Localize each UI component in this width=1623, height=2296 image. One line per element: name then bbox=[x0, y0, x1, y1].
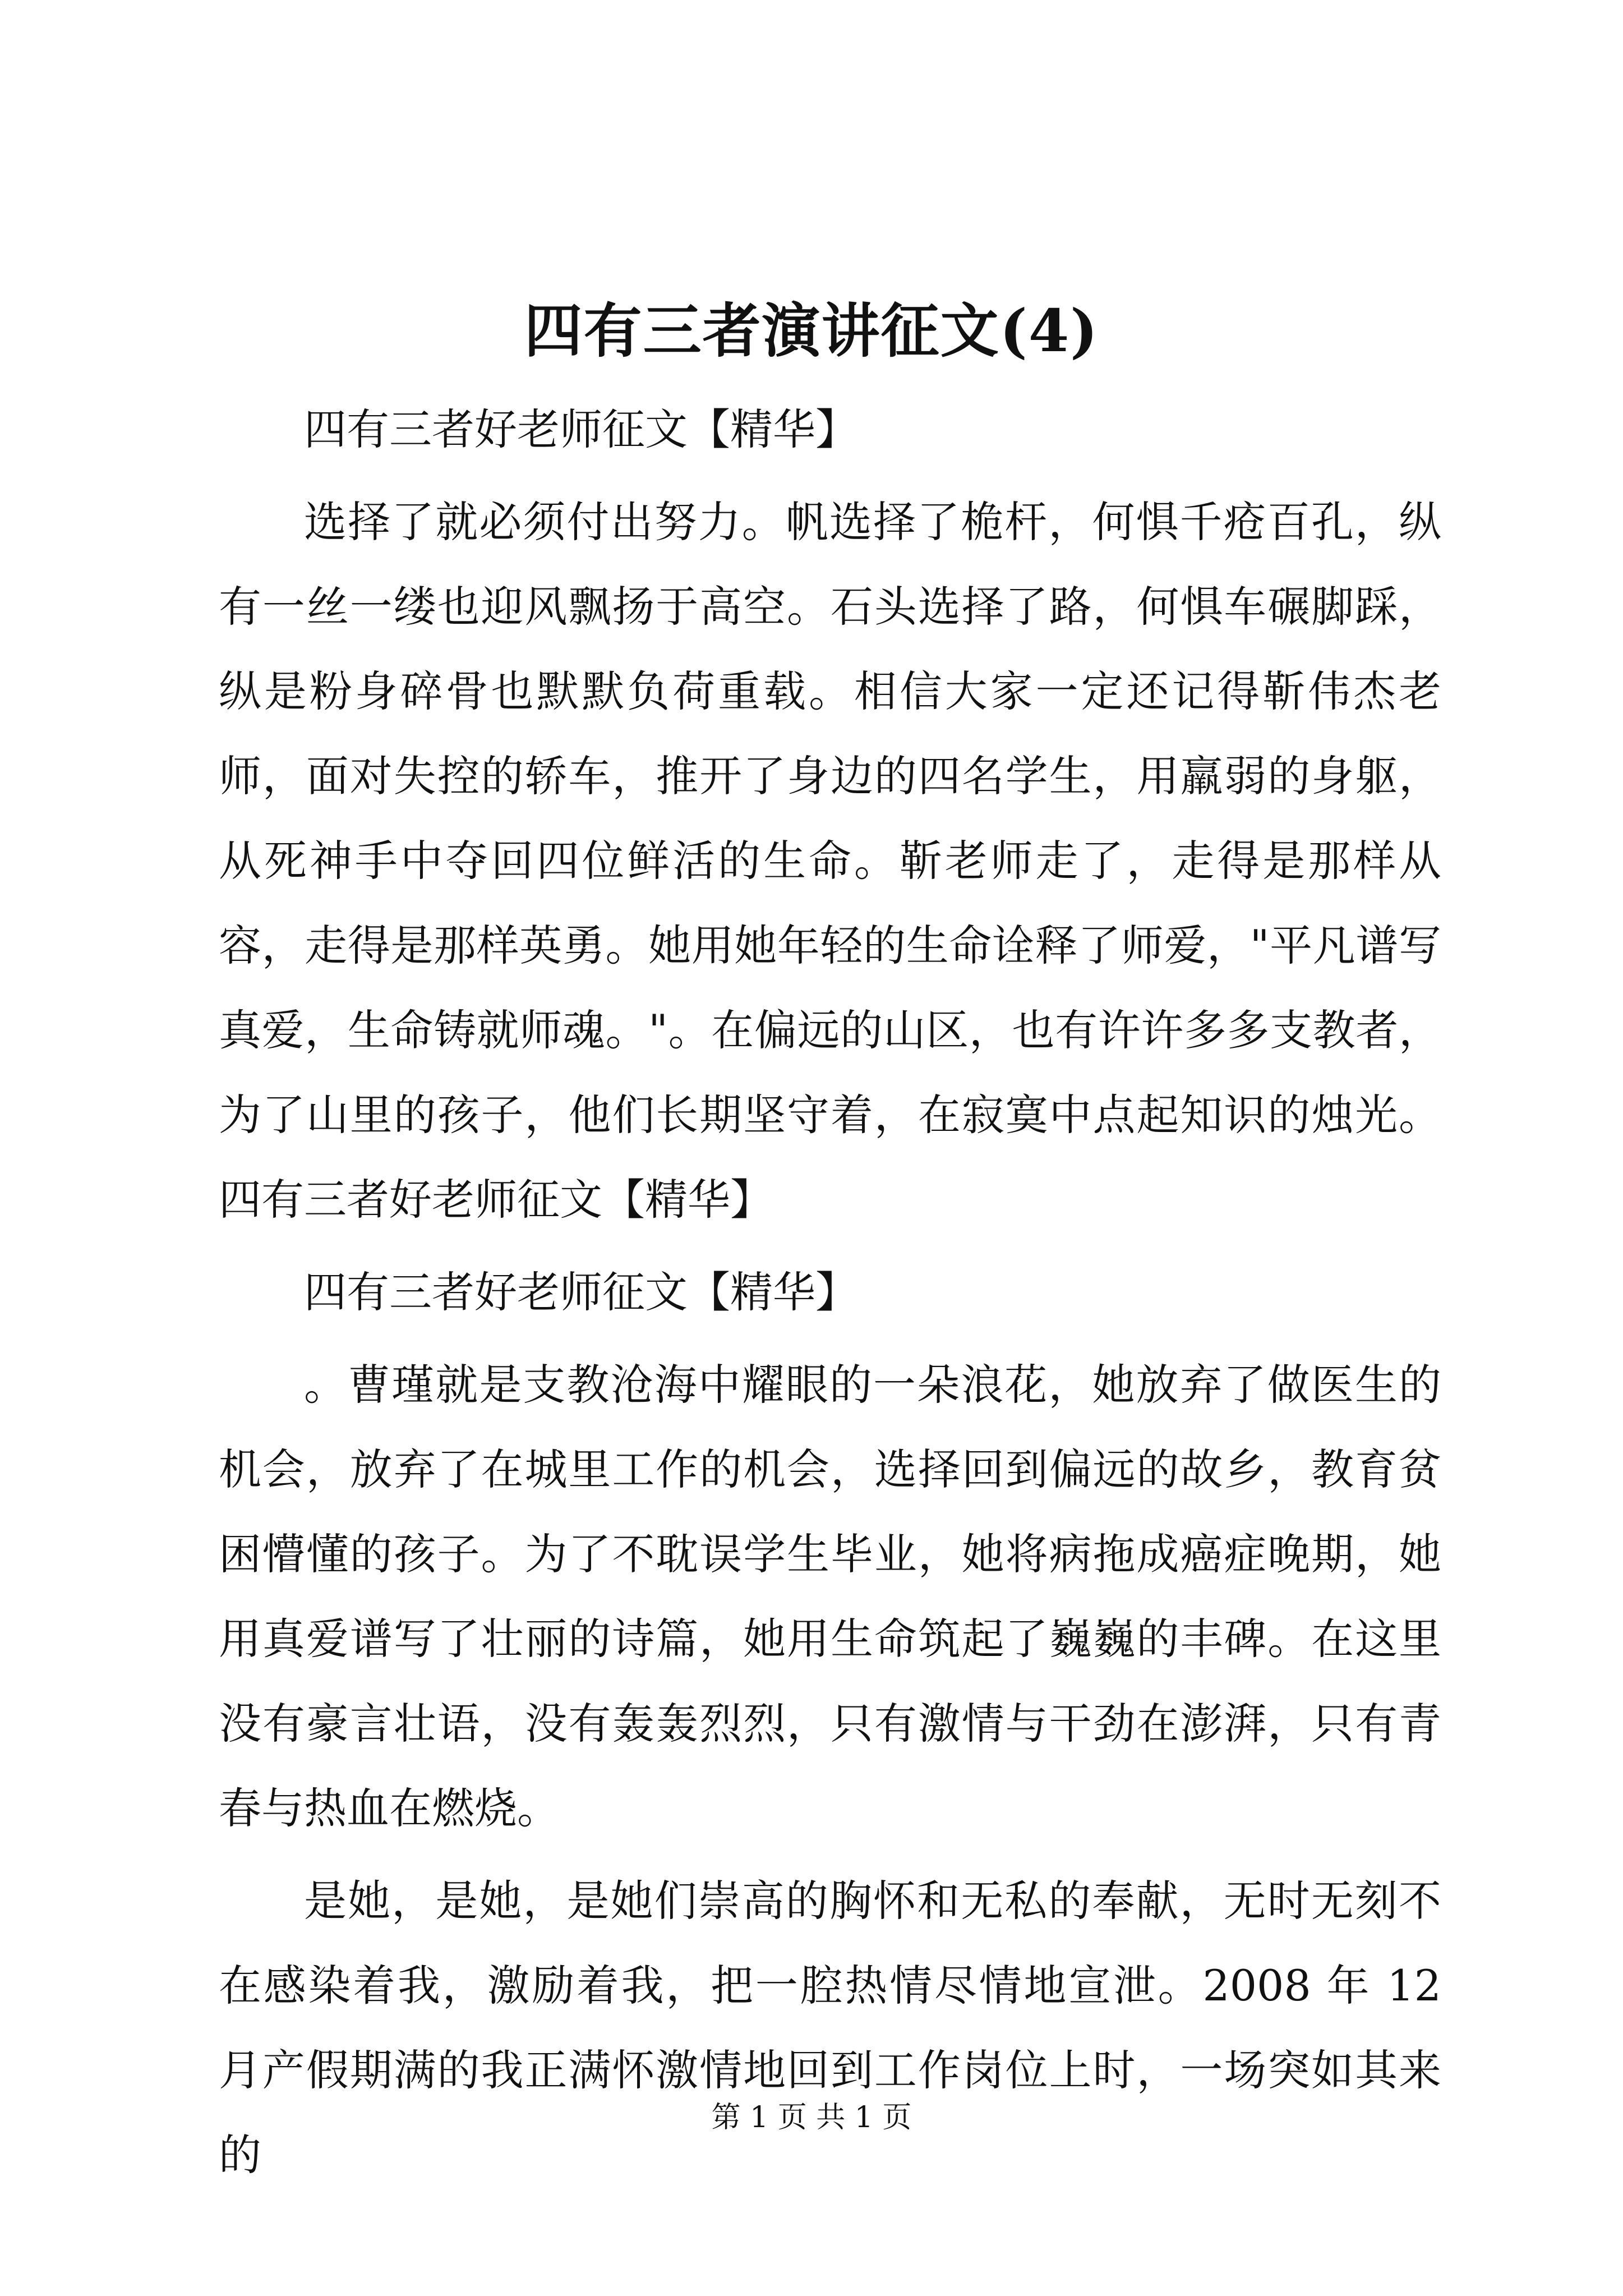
paragraph-5: 是她，是她，是她们崇高的胸怀和无私的奉献，无时无刻不在感染着我，激励着我，把一腔热情尽情地宣泄。2008 年 12 月产假期满的我正满怀激情地回到工作岗位上时，一场突如其来的 bbox=[219, 1876, 1441, 2180]
document-title: 四有三者演讲征文(4) bbox=[524, 296, 1099, 365]
paragraph-2: 选择了就必须付出努力。帆选择了桅杆，何惧千疮百孔，纵有一丝一缕也迎风飘扬于高空。石头选择了路，何惧车碾脚踩，纵是粉身碎骨也默默负荷重载。相信大家一定还记得靳伟杰老师，面对失控的轿车，推开了身边的四名学生，用羸弱的身躯，从死神手中夺回四位鲜活的生命。靳老师走了，走得是那样从容，走得是那样英勇。她用她年轻的生命诠释了师爱，"平凡谱写真爱，生命铸就师魂。"。在偏远的山区，也有许许多多支教者，为了山里的孩子，他们长期坚守着，在寂寞中点起知识的烛光。四有三者好老师征文【精华】 bbox=[219, 497, 1441, 1225]
paragraph-4: 。曹瑾就是支教沧海中耀眼的一朵浪花，她放弃了做医生的机会，放弃了在城里工作的机会，选择回到偏远的故乡，教育贫困懵懂的孩子。为了不耽误学生毕业，她将病拖成癌症晚期，她用真爱谱写了壮丽的诗篇，她用生命筑起了巍巍的丰碑。在这里没有豪言壮语，没有轰轰烈烈，只有激情与干劲在澎湃，只有青春与热血在燃烧。 bbox=[219, 1360, 1441, 1833]
document-body bbox=[219, 387, 1441, 2197]
paragraph-1: 四有三者好老师征文【精华】 bbox=[304, 404, 858, 454]
page-number-footer: 第 1 页 共 1 页 bbox=[711, 2101, 912, 2134]
paragraph-3: 四有三者好老师征文【精华】 bbox=[304, 1267, 858, 1317]
